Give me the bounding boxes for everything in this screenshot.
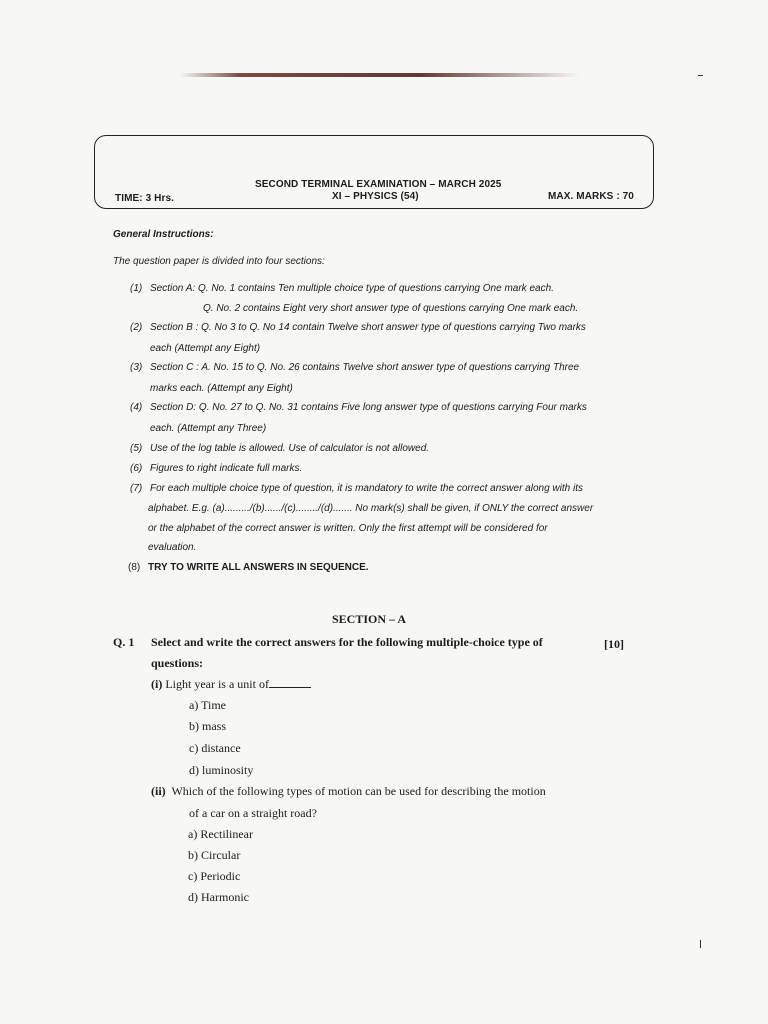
instruction-number: (5) — [130, 443, 143, 454]
instruction-text: Section C : A. No. 15 to Q. No. 26 contains Twelve short answer type of questions carrying Three — [150, 362, 580, 373]
option: d) Harmonic — [188, 890, 249, 904]
section-a-title: SECTION – A — [332, 612, 407, 626]
instruction-text: Section B : Q. No 3 to Q. No 14 contain Twelve short answer type of questions carrying Two marks — [150, 322, 586, 333]
general-instructions-heading: General Instructions: — [113, 229, 214, 240]
instruction-item — [130, 362, 579, 373]
instruction-text: Section A: Q. No. 1 contains Ten multiple choice type of questions carrying One mark each. — [150, 283, 554, 294]
instruction-item — [128, 562, 369, 573]
instructions-intro: The question paper is divided into four sections: — [113, 256, 325, 267]
instruction-continuation: evaluation. — [148, 542, 197, 553]
option: b) Circular — [188, 848, 241, 862]
instruction-text: Use of the log table is allowed. Use of calculator is not allowed. — [150, 443, 430, 454]
instruction-number: (4) — [130, 402, 143, 413]
sub-question-text: Light year is a unit of — [165, 677, 269, 691]
subject-line: XI – PHYSICS (54) — [332, 191, 419, 202]
sub-question-number: (i) — [151, 677, 163, 691]
question-marks: [10] — [604, 637, 624, 651]
instruction-number: (2) — [130, 322, 143, 333]
answer-blank — [269, 678, 311, 688]
instruction-number: (6) — [130, 463, 143, 474]
scan-speck — [698, 75, 703, 76]
instruction-text: TRY TO WRITE ALL ANSWERS IN SEQUENCE. — [148, 562, 369, 573]
instruction-item — [130, 402, 587, 413]
sub-question — [151, 677, 311, 692]
instruction-item — [130, 283, 554, 294]
option: c) Periodic — [188, 869, 241, 883]
instruction-number: (7) — [130, 483, 143, 494]
instruction-number: (8) — [128, 562, 141, 573]
option: a) Time — [189, 698, 227, 712]
option: c) distance — [189, 741, 241, 755]
instruction-continuation: marks each. (Attempt any Eight) — [150, 383, 293, 394]
instruction-item — [130, 483, 583, 494]
sub-question-continuation: of a car on a straight road? — [189, 806, 317, 820]
instruction-continuation: alphabet. E.g. (a)........./(b)....../(c)......../(d)....... No mark(s) shall be given, if ONLY the correct answer — [148, 503, 594, 514]
instruction-text: Section D: Q. No. 27 to Q. No. 31 contains Five long answer type of questions carrying Four marks — [150, 402, 587, 413]
instruction-continuation: each (Attempt any Eight) — [150, 343, 261, 354]
scan-speck — [700, 940, 701, 948]
option: d) luminosity — [189, 763, 254, 777]
sub-question-text: Which of the following types of motion can be used for describing the motion — [171, 784, 546, 798]
question-text-continuation: questions: — [151, 656, 204, 670]
question-text: Select and write the correct answers for the following multiple-choice type of — [151, 635, 543, 649]
max-marks: MAX. MARKS : 70 — [548, 191, 634, 202]
option: a) Rectilinear — [188, 827, 253, 841]
instruction-number: (1) — [130, 283, 143, 294]
option: b) mass — [189, 719, 226, 733]
instruction-continuation: each. (Attempt any Three) — [150, 423, 267, 434]
time-allowed: TIME: 3 Hrs. — [115, 193, 174, 204]
exam-title: SECOND TERMINAL EXAMINATION – MARCH 2025 — [255, 179, 502, 190]
instruction-continuation: Q. No. 2 contains Eight very short answer type of questions carrying One mark each. — [203, 303, 579, 314]
sub-question-number: (ii) — [151, 784, 166, 798]
instruction-continuation: or the alphabet of the correct answer is written. Only the first attempt will be considered for — [148, 523, 548, 534]
sub-question — [151, 784, 546, 799]
instruction-number: (3) — [130, 362, 143, 373]
instruction-text: Figures to right indicate full marks. — [150, 463, 303, 474]
scan-edge-shadow — [180, 73, 580, 77]
question-number: Q. 1 — [113, 635, 135, 649]
instruction-item — [130, 443, 429, 454]
instruction-item — [130, 463, 302, 474]
instruction-text: For each multiple choice type of question, it is mandatory to write the correct answer along with its — [150, 483, 583, 494]
instruction-item — [130, 322, 586, 333]
